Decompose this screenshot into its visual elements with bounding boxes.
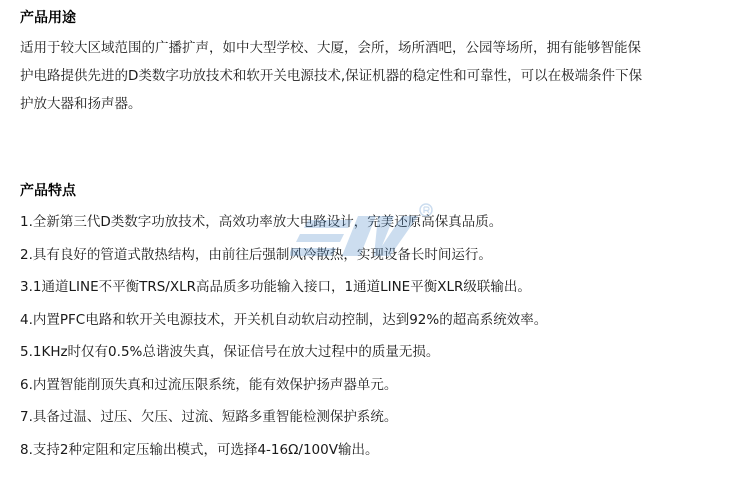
usage-paragraph	[20, 34, 732, 118]
usage-line: 适用于较大区域范围的广播扩声，如中大型学校、大厦，会所，场所酒吧，公园等场所，拥有能够智能保	[20, 40, 641, 56]
feature-item: 1.全新第三代D类数字功放技术，高效功率放大电路设计，完美还原高保真品质。	[20, 214, 503, 230]
feature-item: 3.1通道LINE不平衡TRS/XLR高品质多功能输入接口，1通道LINE平衡XLR级联输出。	[20, 279, 531, 295]
features-heading: 产品特点	[20, 183, 76, 199]
feature-item: 5.1KHz时仅有0.5%总谐波失真，保证信号在放大过程中的质量无损。	[20, 344, 440, 360]
feature-item: 7.具备过温、过压、欠压、过流、短路多重智能检测保护系统。	[20, 409, 398, 425]
feature-item: 8.支持2种定阻和定压输出模式，可选择4-16Ω/100V输出。	[20, 441, 379, 458]
features-list	[20, 206, 547, 466]
feature-item: 4.内置PFC电路和软开关电源技术，开关机自动软启动控制，达到92%的超高系统效率。	[20, 311, 548, 328]
usage-line: 护放大器和扬声器。	[20, 96, 142, 112]
usage-heading: 产品用途	[20, 10, 76, 26]
feature-item: 6.内置智能削顶失真和过流压限系统，能有效保护扬声器单元。	[20, 376, 398, 393]
feature-item: 2.具有良好的管道式散热结构，由前往后强制风冷散热，实现设备长时间运行。	[20, 246, 492, 263]
usage-line: 护电路提供先进的D类数字功放技术和软开关电源技术,保证机器的稳定性和可靠性，可以在极端条件下保	[20, 68, 643, 84]
